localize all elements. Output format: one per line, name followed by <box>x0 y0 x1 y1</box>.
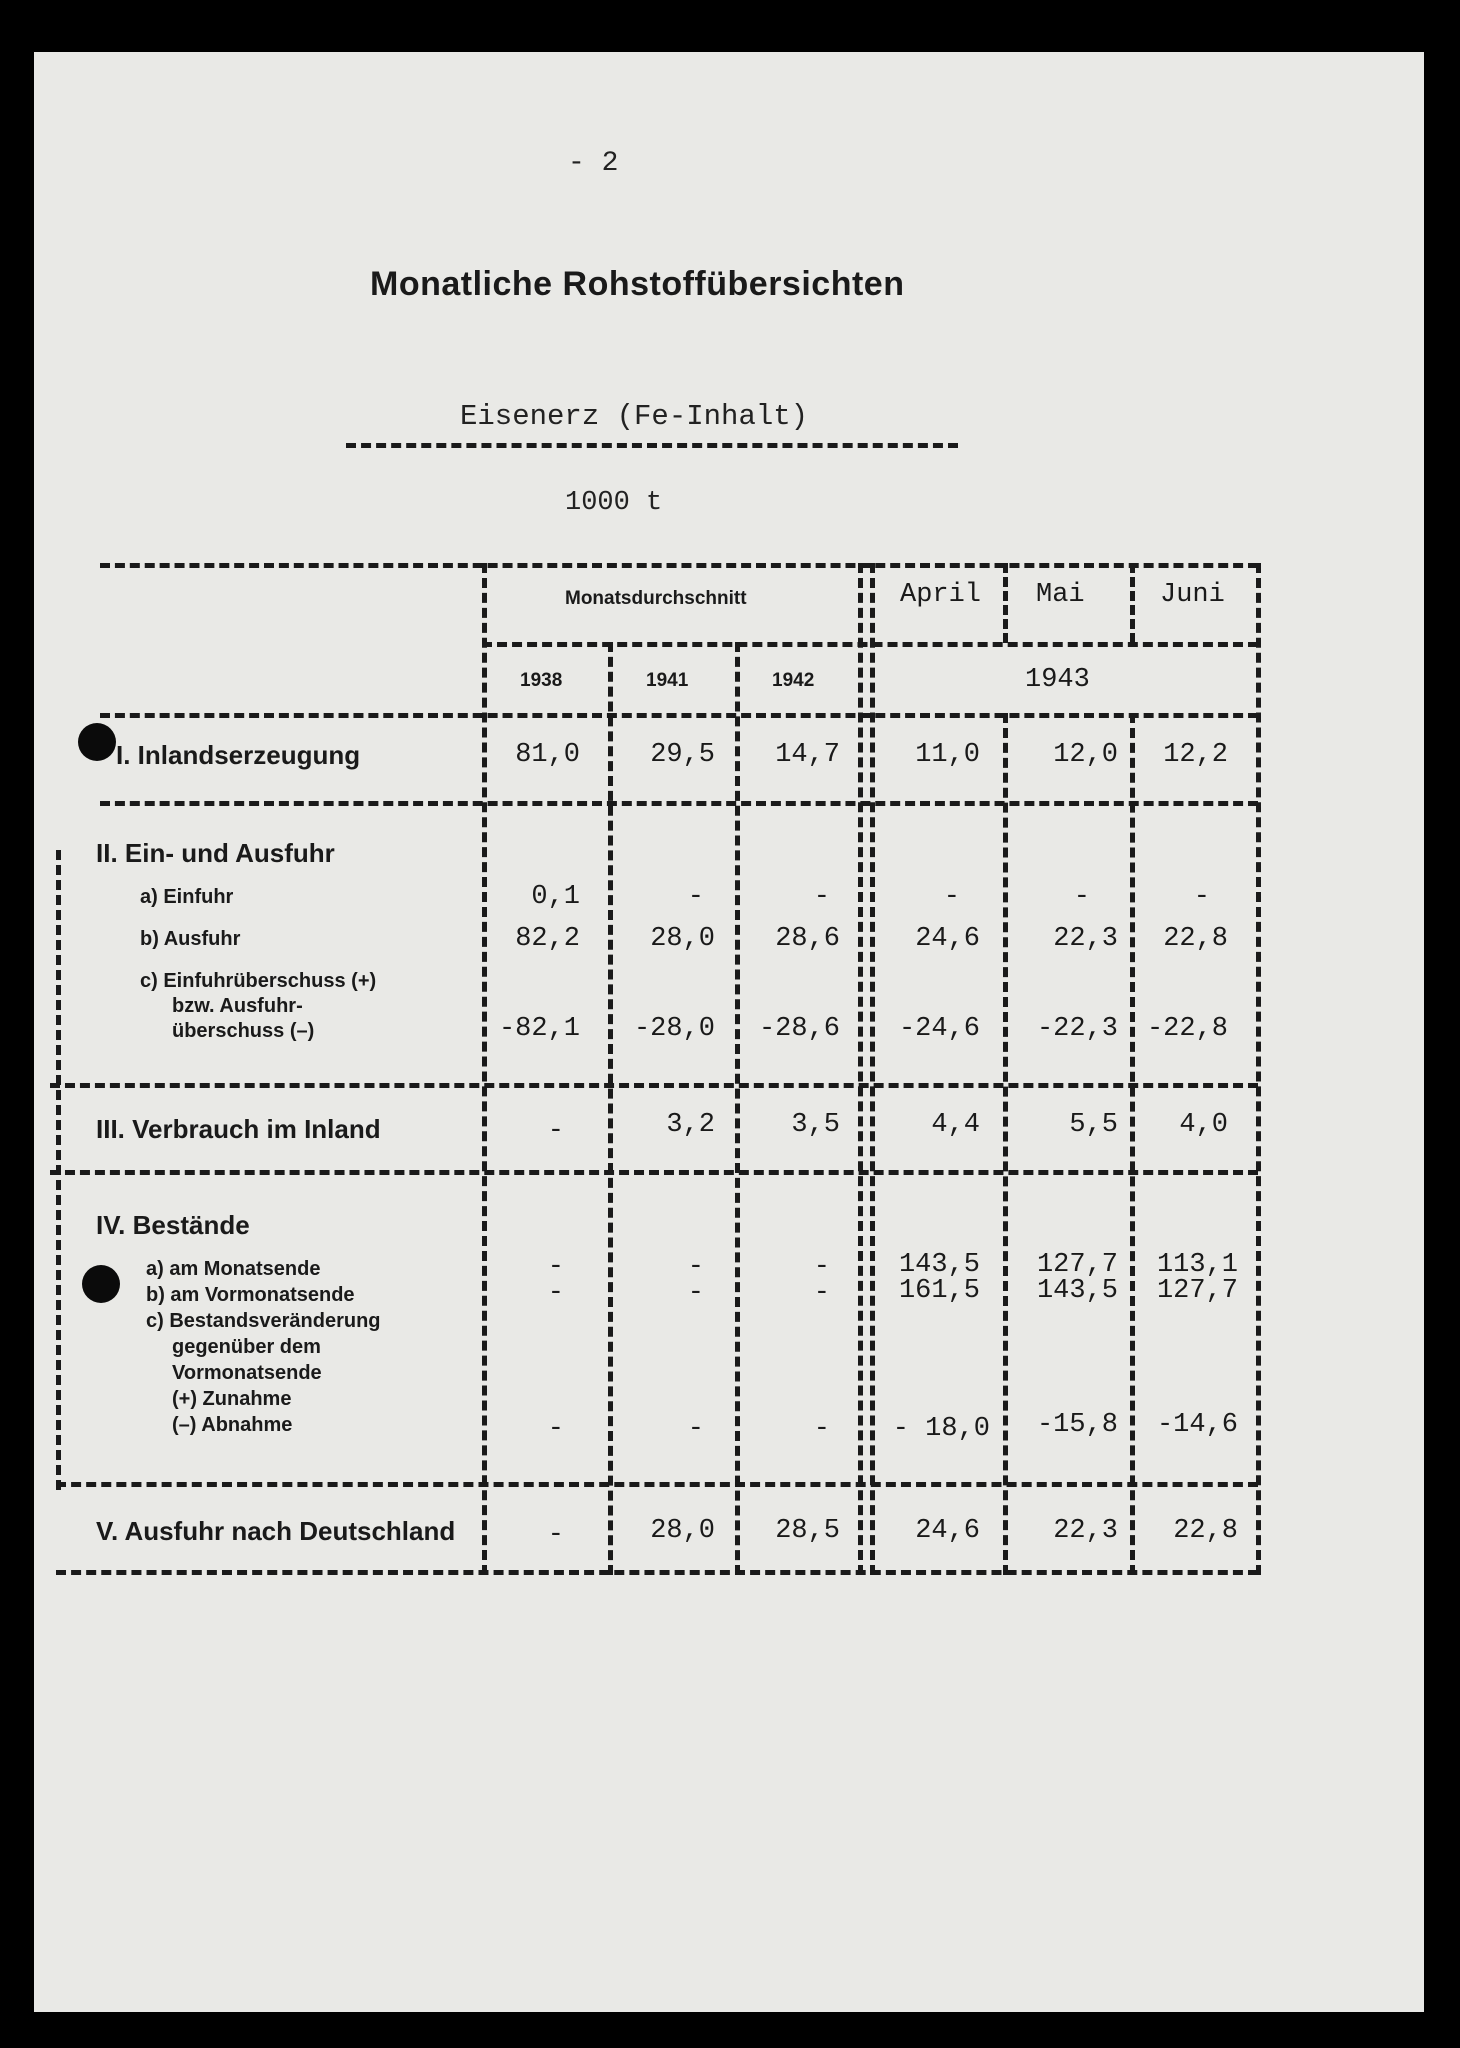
row-label-ausfuhr-deutschland: V. Ausfuhr nach Deutschland <box>96 1516 456 1546</box>
row2b-cell-april: 24,6 <box>915 924 980 954</box>
row3-cell-1938: - <box>547 1116 564 1146</box>
row2a-cell-juni: - <box>1193 882 1210 912</box>
row2c-cell-april: -24,6 <box>898 1014 980 1044</box>
row3-cell-april: 4,4 <box>931 1110 980 1140</box>
table-rule-bottom <box>56 1570 1258 1575</box>
row1-cell-mai: 12,0 <box>1053 740 1118 770</box>
row4a-cell-1942: - <box>813 1252 830 1282</box>
header-year-1938: 1938 <box>520 670 563 691</box>
header-month-juni: Juni <box>1160 580 1225 610</box>
page-title: Monatliche Rohstoffübersichten <box>370 265 905 303</box>
row4a-cell-juni: 113,1 <box>1156 1250 1238 1280</box>
row4b-cell-1941: - <box>687 1278 704 1308</box>
row4b-label: b) am Vormonatsende <box>146 1284 355 1306</box>
header-month-mai: Mai <box>1036 580 1085 610</box>
row5-cell-april: 24,6 <box>915 1516 980 1546</box>
row1-cell-juni: 12,2 <box>1163 740 1228 770</box>
table-col-line-4b <box>870 563 875 1575</box>
row-label-inlandserzeugung: I. Inlandserzeugung <box>116 740 361 770</box>
table-col-line-6b <box>1130 713 1135 1575</box>
header-year-1942: 1942 <box>772 670 815 691</box>
row2a-cell-1942: - <box>813 882 830 912</box>
row4b-cell-mai: 143,5 <box>1036 1276 1118 1306</box>
row5-cell-juni: 22,8 <box>1173 1516 1238 1546</box>
row3-cell-mai: 5,5 <box>1069 1110 1118 1140</box>
row4a-cell-1938: - <box>547 1252 564 1282</box>
subtitle-underline <box>346 443 958 448</box>
header-group-label: Monatsdurchschnitt <box>565 588 747 609</box>
row1-cell-1941: 29,5 <box>650 740 715 770</box>
table-col-line-right <box>1256 563 1261 1575</box>
table-col-line-4a <box>858 563 863 1575</box>
row-label-ein-ausfuhr: II. Ein- und Ausfuhr <box>96 838 335 868</box>
row2c-cell-1941: -28,0 <box>633 1014 715 1044</box>
row4c-cell-1941: - <box>687 1414 704 1444</box>
row2a-cell-1941: - <box>687 882 704 912</box>
row2b-cell-1942: 28,6 <box>775 924 840 954</box>
row5-cell-1938: - <box>547 1520 564 1550</box>
row2b-cell-1941: 28,0 <box>650 924 715 954</box>
table-rule-top <box>100 563 1258 568</box>
table-col-line-6 <box>1130 563 1135 643</box>
row4b-cell-1938: - <box>547 1278 564 1308</box>
row4b-cell-juni: 127,7 <box>1156 1276 1238 1306</box>
row4c-cell-april: - 18,0 <box>892 1414 990 1444</box>
row3-cell-juni: 4,0 <box>1179 1110 1228 1140</box>
row2a-cell-1938: 0,1 <box>531 882 580 912</box>
row2c-label-2: bzw. Ausfuhr- <box>172 995 303 1017</box>
table-rule-1 <box>100 801 1258 806</box>
row2c-label-3: überschuss (–) <box>172 1020 315 1042</box>
row4a-label: a) am Monatsende <box>146 1258 321 1280</box>
row2b-label: b) Ausfuhr <box>140 928 241 950</box>
row2c-label-1: c) Einfuhrüberschuss (+) <box>140 970 377 992</box>
row5-cell-1942: 28,5 <box>775 1516 840 1546</box>
row1-cell-1942: 14,7 <box>775 740 840 770</box>
header-month-april: April <box>900 580 982 610</box>
row2b-cell-juni: 22,8 <box>1163 924 1228 954</box>
page-number: - 2 <box>568 148 619 179</box>
subtitle: Eisenerz (Fe-Inhalt) <box>460 400 809 433</box>
table-rule-header-bottom <box>100 713 1258 718</box>
row2c-cell-1938: -82,1 <box>498 1014 580 1044</box>
row2c-cell-1942: -28,6 <box>758 1014 840 1044</box>
table-col-line-5 <box>1003 563 1008 643</box>
table-rule-4 <box>56 1482 1258 1487</box>
row2b-cell-mai: 22,3 <box>1053 924 1118 954</box>
row2a-label: a) Einfuhr <box>140 886 234 908</box>
table-col-line-left <box>56 850 61 1490</box>
row5-cell-1941: 28,0 <box>650 1516 715 1546</box>
row4c-label-4: (+) Zunahme <box>172 1388 292 1410</box>
row4c-label-3: Vormonatsende <box>172 1362 322 1384</box>
row2c-cell-mai: -22,3 <box>1036 1014 1118 1044</box>
row4a-cell-april: 143,5 <box>898 1250 980 1280</box>
row-label-verbrauch: III. Verbrauch im Inland <box>96 1114 381 1144</box>
row1-cell-1938: 81,0 <box>515 740 580 770</box>
row4a-cell-mai: 127,7 <box>1036 1250 1118 1280</box>
unit-label: 1000 t <box>565 488 663 518</box>
row2b-cell-1938: 82,2 <box>515 924 580 954</box>
row1-cell-april: 11,0 <box>915 740 980 770</box>
row2a-cell-april: - <box>943 882 960 912</box>
row4b-cell-april: 161,5 <box>898 1276 980 1306</box>
row5-cell-mai: 22,3 <box>1053 1516 1118 1546</box>
row4c-label-5: (–) Abnahme <box>172 1414 293 1436</box>
table-rule-3 <box>50 1170 1258 1175</box>
table-rule-2 <box>50 1083 1258 1088</box>
row2a-cell-mai: - <box>1073 882 1090 912</box>
row4c-label-1: c) Bestandsveränderung <box>146 1310 381 1332</box>
header-month-year: 1943 <box>1025 665 1090 695</box>
row4c-cell-mai: -15,8 <box>1036 1410 1118 1440</box>
row4b-cell-1942: - <box>813 1278 830 1308</box>
row4a-cell-1941: - <box>687 1252 704 1282</box>
row4c-cell-juni: -14,6 <box>1156 1410 1238 1440</box>
row4c-cell-1942: - <box>813 1414 830 1444</box>
row4c-label-2: gegenüber dem <box>172 1336 321 1358</box>
punch-hole-top <box>78 723 116 761</box>
row-label-bestaende: IV. Bestände <box>96 1210 250 1240</box>
header-year-1941: 1941 <box>646 670 689 691</box>
table-col-line-5b <box>1003 713 1008 1575</box>
row3-cell-1942: 3,5 <box>791 1110 840 1140</box>
row4c-cell-1938: - <box>547 1414 564 1444</box>
row2c-cell-juni: -22,8 <box>1146 1014 1228 1044</box>
row3-cell-1941: 3,2 <box>666 1110 715 1140</box>
punch-hole-bottom <box>82 1265 120 1303</box>
